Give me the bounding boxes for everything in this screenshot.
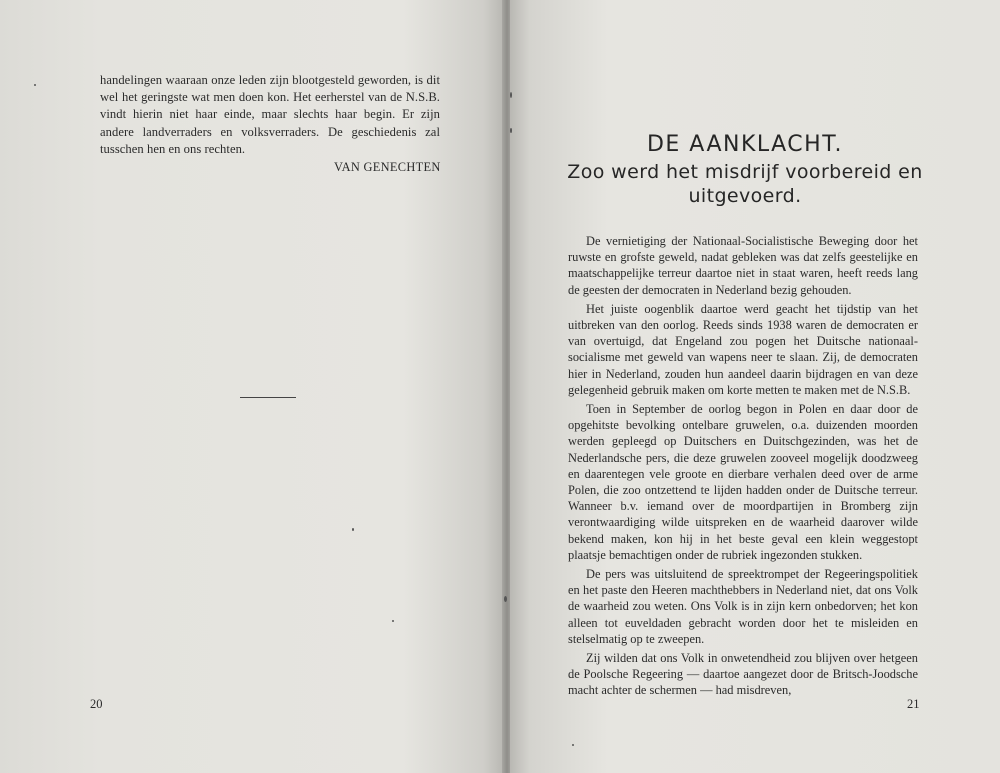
left-paragraph: handelingen waaraan onze leden zijn blootgesteld geworden, is dit wel het geringste wat men doen kon. Het eerherstel van de N.S.B. vindt hierin niet haar einde, maar slechts haar begin. Er zijn andere landverraders en volksverraders. De geschiedenis zal tusschen hen en ons rechten. [100,73,440,156]
body-paragraph: De pers was uitsluitend de spreektrompet der Regeeringspolitiek en het paste den Heeren machthebbers in Nederland niet, dat ons Volk de waarheid zou weten. Ons Volk is in zijn kern onbedorven; het kon alleen tot euveldaden gebracht worden door het te misleiden en stelselmatig op te zweepen. [568,567,918,646]
paper-speck [34,84,36,86]
body-paragraph: Zij wilden dat ons Volk in onwetendheid zou blijven over hetgeen de Poolsche Regeering — daartoe aangezet door de Britsch-Joodsche macht achter de schermen — had misdreven, [568,651,918,698]
section-divider [240,397,296,398]
paper-speck [504,596,507,602]
right-page-text [568,233,918,702]
author-signature: VAN GENECHTEN [334,160,441,174]
paper-speck [510,92,512,98]
body-paragraph: Het juiste oogenblik daartoe werd geacht het tijdstip van het uitbreken van den oorlog. Reeds sinds 1938 waren de democraten er van overtuigd, dat Engeland zou pogen het Duitsche nationaal-socialisme met geweld van wapens neer te slaan. Zij, de democraten hier in Nederland, zouden hun aandeel daarin bijdragen en van deze gelegenheid gebruik maken om korte metten te maken met de N.S.B. [568,301,918,397]
body-paragraph: Toen in September de oorlog begon in Polen en daar door de opgehitste bevolking ontelbare gruwelen, o.a. duizenden moorden werden gepleegd op Duitschers en Duitschgezinden, was het de Nederlandsche pers, die deze gruwelen zooveel mogelijk doodzweeg en daarentegen vele groote en dierbare verhalen deed over de arme Polen, die zoo ontzettend te lijden hadden onder de Duitsche terreur. Wanneer b.v. iemand over de moordpartijen in Bromberg zijn verontwaardiging wilde uitspreken en de waarheid daarover wilde bekend maken, kon hij in het beste geval een klein weggestopt plaatsje bemachtigen onder de rubriek ingezonden stukken. [568,402,918,562]
right-page-number: 21 [907,697,920,711]
left-page-number: 20 [90,697,103,711]
paper-speck [392,620,394,622]
chapter-subtitle: Zoo werd het misdrijf voorbereid en uitgevoerd. [567,161,923,207]
paper-speck [510,128,512,133]
paper-speck [352,528,354,531]
paper-speck [572,744,574,746]
chapter-title: DE AANKLACHT. [646,132,844,157]
left-page-text [100,72,440,158]
body-paragraph: De vernietiging der Nationaal-Socialistische Beweging door het ruwste en grofste geweld, nadat gebleken was dat zelfs geestelijke en maatschappelijke terreur daartoe niet in staat waren, heeft reeds lang de geesten der democraten in Nederland bezig gehouden. [568,234,918,297]
